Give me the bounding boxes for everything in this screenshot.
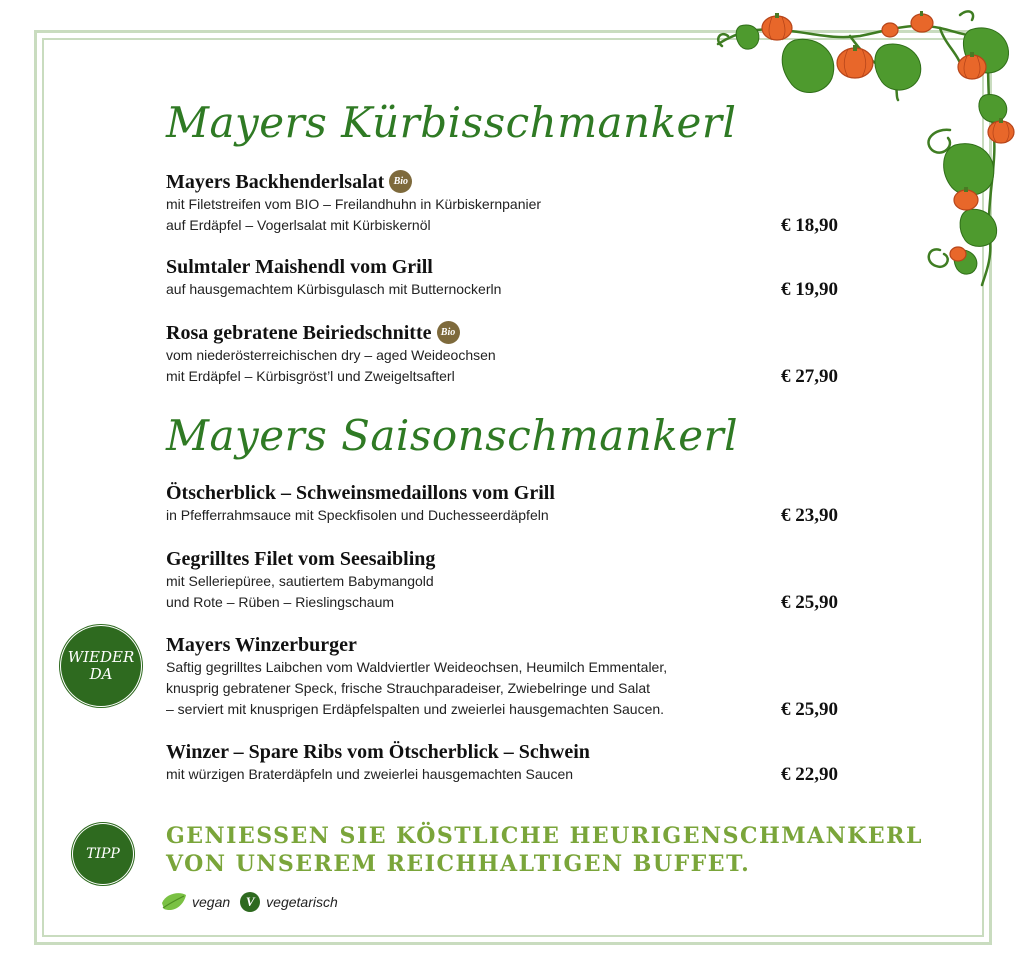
item-description: auf hausgemachtem Kürbisgulasch mit Butternockerln bbox=[166, 281, 502, 297]
item-name: Rosa gebratene Beiriedschnitte bbox=[166, 321, 432, 344]
section-title-kuerbis: Mayers Kürbisschmankerl bbox=[166, 98, 737, 147]
item-description: Saftig gegrilltes Laibchen vom Waldviertler Weideochsen, Heumilch Emmentaler, bbox=[166, 659, 668, 675]
menu-item-spare-ribs bbox=[166, 741, 846, 785]
tipp-badge bbox=[75, 826, 131, 882]
item-name: Mayers Backhenderlsalat bbox=[166, 170, 385, 193]
seal-label: TIPP bbox=[86, 846, 120, 862]
item-price: € 18,90 bbox=[781, 215, 838, 236]
buffet-tip bbox=[166, 822, 923, 878]
item-description: in Pfefferrahmsauce mit Speckfisolen und Duchesseerdäpfeln bbox=[166, 507, 549, 523]
item-price: € 19,90 bbox=[781, 279, 838, 300]
menu-item-winzerburger bbox=[166, 634, 846, 720]
leaf-icon bbox=[160, 891, 188, 913]
item-price: € 27,90 bbox=[781, 366, 838, 387]
item-description: auf Erdäpfel – Vogerlsalat mit Kürbiskernöl bbox=[166, 217, 431, 233]
item-name: Sulmtaler Maishendl vom Grill bbox=[166, 256, 433, 278]
seal-line: DA bbox=[89, 665, 113, 683]
menu-item-seesaibling bbox=[166, 548, 846, 613]
menu-item-schweinsmedaillons bbox=[166, 482, 846, 526]
pumpkin-vine-icon bbox=[700, 0, 1024, 290]
item-description: knusprig gebratener Speck, frische Strauchparadeiser, Zwiebelringe und Salat bbox=[166, 680, 651, 696]
item-description: – serviert mit knusprigen Erdäpfelspalten und zweierlei hausgemachten Saucen. bbox=[166, 701, 665, 717]
item-description: mit Filetstreifen vom BIO – Freilandhuhn in Kürbiskernpanier bbox=[166, 196, 542, 212]
item-name: Mayers Winzerburger bbox=[166, 634, 357, 656]
item-description: mit Selleriepüree, sautiertem Babymangold bbox=[166, 573, 434, 589]
bio-badge-icon: Bio bbox=[437, 321, 460, 344]
wieder-da-badge bbox=[63, 628, 139, 704]
item-price: € 25,90 bbox=[781, 699, 838, 720]
legend-vegetarian: vegetarisch bbox=[266, 894, 338, 910]
v-vegetarian-icon: V bbox=[240, 892, 260, 912]
menu-item-backhenderlsalat bbox=[166, 170, 846, 236]
item-description: vom niederösterreichischen dry – aged Weideochsen bbox=[166, 347, 496, 363]
item-price: € 25,90 bbox=[781, 592, 838, 613]
tip-line: GENIESSEN SIE KÖSTLICHE HEURIGENSCHMANKERL bbox=[166, 823, 923, 849]
menu-item-maishendl bbox=[166, 256, 846, 300]
section-title-saison: Mayers Saisonschmankerl bbox=[166, 411, 739, 460]
item-name: Gegrilltes Filet vom Seesaibling bbox=[166, 548, 436, 570]
item-description: mit Erdäpfel – Kürbisgröst’l und Zweigeltsafterl bbox=[166, 368, 455, 384]
seal-line: WIEDER bbox=[67, 648, 135, 666]
item-name: Winzer – Spare Ribs vom Ötscherblick – Schwein bbox=[166, 741, 590, 763]
menu-item-beiriedschnitte bbox=[166, 321, 846, 387]
bio-badge-icon: Bio bbox=[389, 170, 412, 193]
legend bbox=[160, 891, 338, 913]
tip-line: VON UNSEREM REICHHALTIGEN BUFFET. bbox=[166, 851, 751, 877]
item-price: € 22,90 bbox=[781, 764, 838, 785]
item-description: mit würzigen Braterdäpfeln und zweierlei hausgemachten Saucen bbox=[166, 766, 574, 782]
item-name: Ötscherblick – Schweinsmedaillons vom Grill bbox=[166, 482, 555, 504]
item-price: € 23,90 bbox=[781, 505, 838, 526]
legend-vegan: vegan bbox=[192, 894, 231, 910]
item-description: und Rote – Rüben – Rieslingschaum bbox=[166, 594, 395, 610]
